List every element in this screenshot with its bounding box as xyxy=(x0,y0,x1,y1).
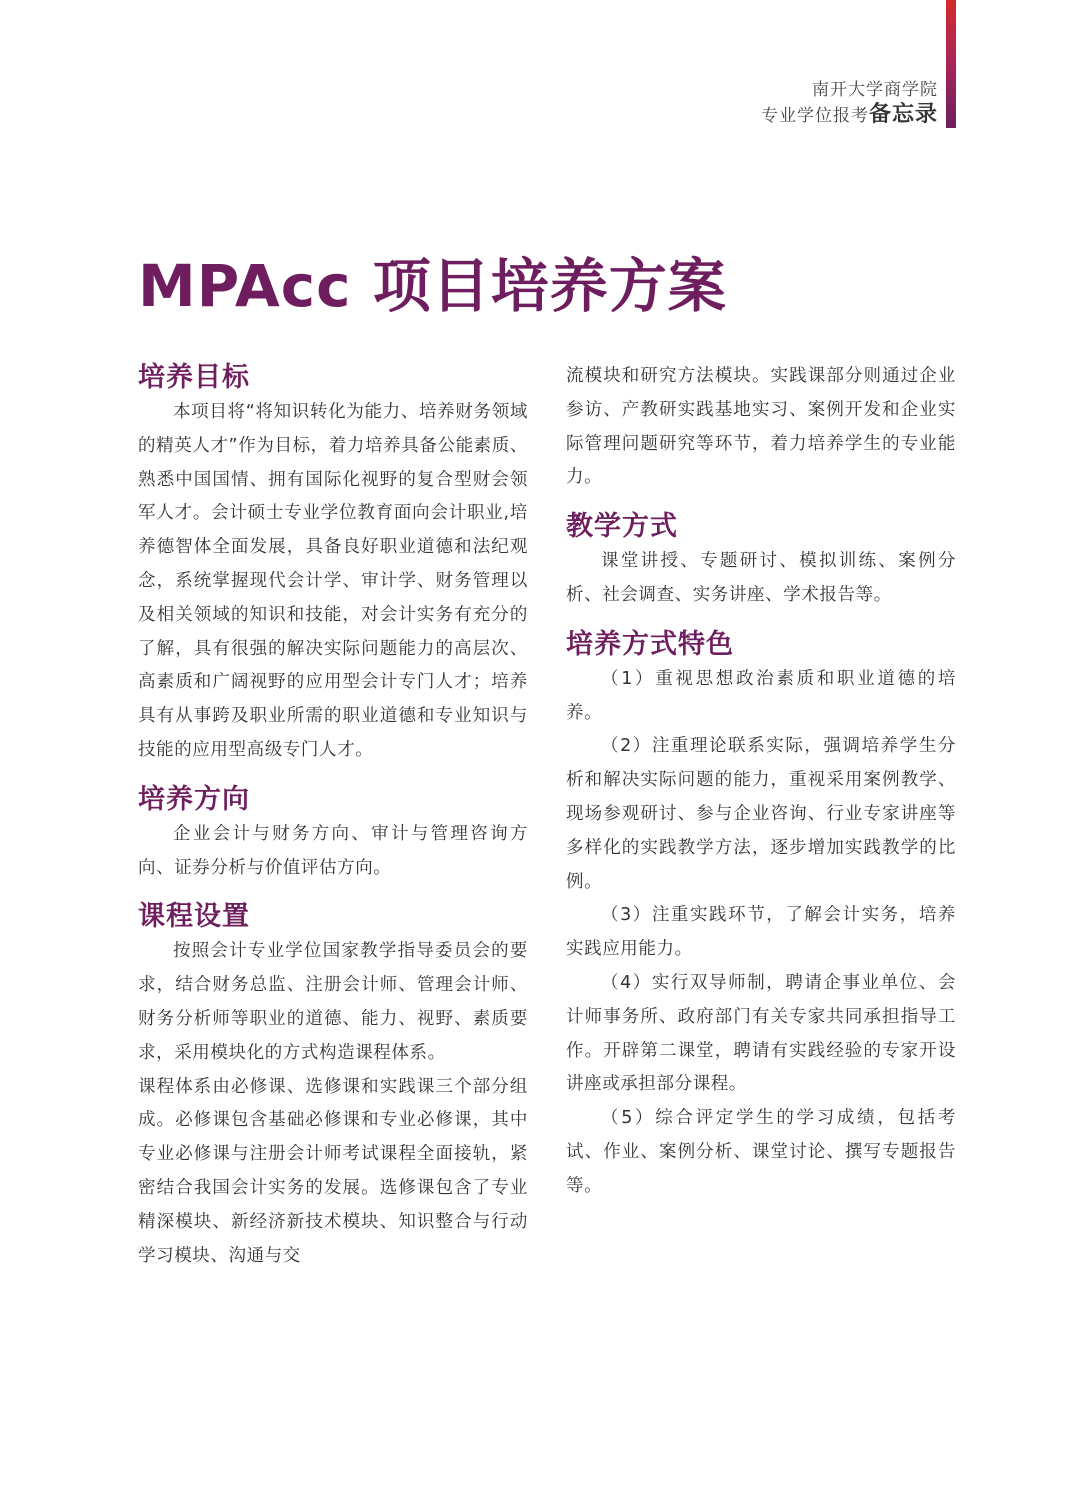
feature-item: （4）实行双导师制，聘请企事业单位、会计师事务所、政府部门有关专家共同承担指导工作。开辟第二课堂，聘请有实践经验的专家开设讲座或承担部分课程。 xyxy=(566,972,956,1095)
accent-bar xyxy=(946,0,956,128)
feature-item: （3）注重实践环节，了解会计实务，培养实践应用能力。 xyxy=(566,905,956,960)
direction-paragraph: 企业会计与财务方向、审计与管理咨询方向、证券分析与价值评估方向。 xyxy=(138,823,528,878)
feature-item: （5）综合评定学生的学习成绩，包括考试、作业、案例分析、课堂讨论、撰写专题报告等。 xyxy=(566,1108,956,1196)
section-heading-teaching: 教学方式 xyxy=(566,511,678,543)
goal-paragraph: 本项目将“将知识转化为能力、培养财务领域的精英人才”作为目标，着力培养具备公能素质、熟悉中国国情、拥有国际化视野的复合型财会领军人才。会计硕士专业学位教育面向会计职业,培养德智体全面发展，具备良好职业道德和法纪观念，系统掌握现代会计学、审计学、财务管理以及相关领域的知识和技能，对会计实务有充分的了解，具有很强的解决实际问题能力的高层次、高素质和广阔视野的应用型会计专门人才；培养具有从事跨及职业所需的职业道德和专业知识与技能的应用型高级专门人才。 xyxy=(138,402,528,760)
course-paragraph-2: 课程体系由必修课、选修课和实践课三个部分组成。必修课包含基础必修课和专业必修课，其中专业必修课与注册会计师考试课程全面接轨，紧密结合我国会计实务的发展。选修课包含了专业精深模块、新经济新技术模块、知识整合与行动学习模块、沟通与交 xyxy=(138,1076,528,1266)
section-heading-features: 培养方式特色 xyxy=(566,628,734,660)
header-subtitle-bold: 备忘录 xyxy=(868,102,938,127)
section-heading-goal: 培养目标 xyxy=(138,362,250,393)
header-school: 南开大学商学院 xyxy=(812,80,938,100)
feature-item: （2）注重理论联系实际，强调培养学生分析和解决实际问题的能力，重视采用案例教学、现场参观研讨、参与企业咨询、行业专家讲座等多样化的实践教学方法，逐步增加实践教学的比例。 xyxy=(566,736,956,892)
right-column xyxy=(566,360,956,1204)
course-paragraph-continued: 流模块和研究方法模块。实践课部分则通过企业参访、产教研实践基地实习、案例开发和企业实际管理问题研究等环节，着力培养学生的专业能力。 xyxy=(566,366,956,488)
feature-item: （1）重视思想政治素质和职业道德的培养。 xyxy=(566,668,956,723)
header-subtitle-prefix: 专业学位报考 xyxy=(760,106,869,126)
left-column xyxy=(138,360,528,1273)
page-title: MPAcc 项目培养方案 xyxy=(138,252,727,320)
header-subtitle xyxy=(761,102,938,129)
section-heading-direction: 培养方向 xyxy=(138,783,250,815)
course-paragraph-1: 按照会计专业学位国家教学指导委员会的要求，结合财务总监、注册会计师、管理会计师、财务分析师等职业的道德、能力、视野、素质要求，采用模块化的方式构造课程体系。 xyxy=(138,941,528,1063)
page-header xyxy=(761,78,938,129)
teaching-paragraph: 课堂讲授、专题研讨、模拟训练、案例分析、社会调查、实务讲座、学术报告等。 xyxy=(566,551,956,605)
section-heading-course: 课程设置 xyxy=(138,901,250,933)
